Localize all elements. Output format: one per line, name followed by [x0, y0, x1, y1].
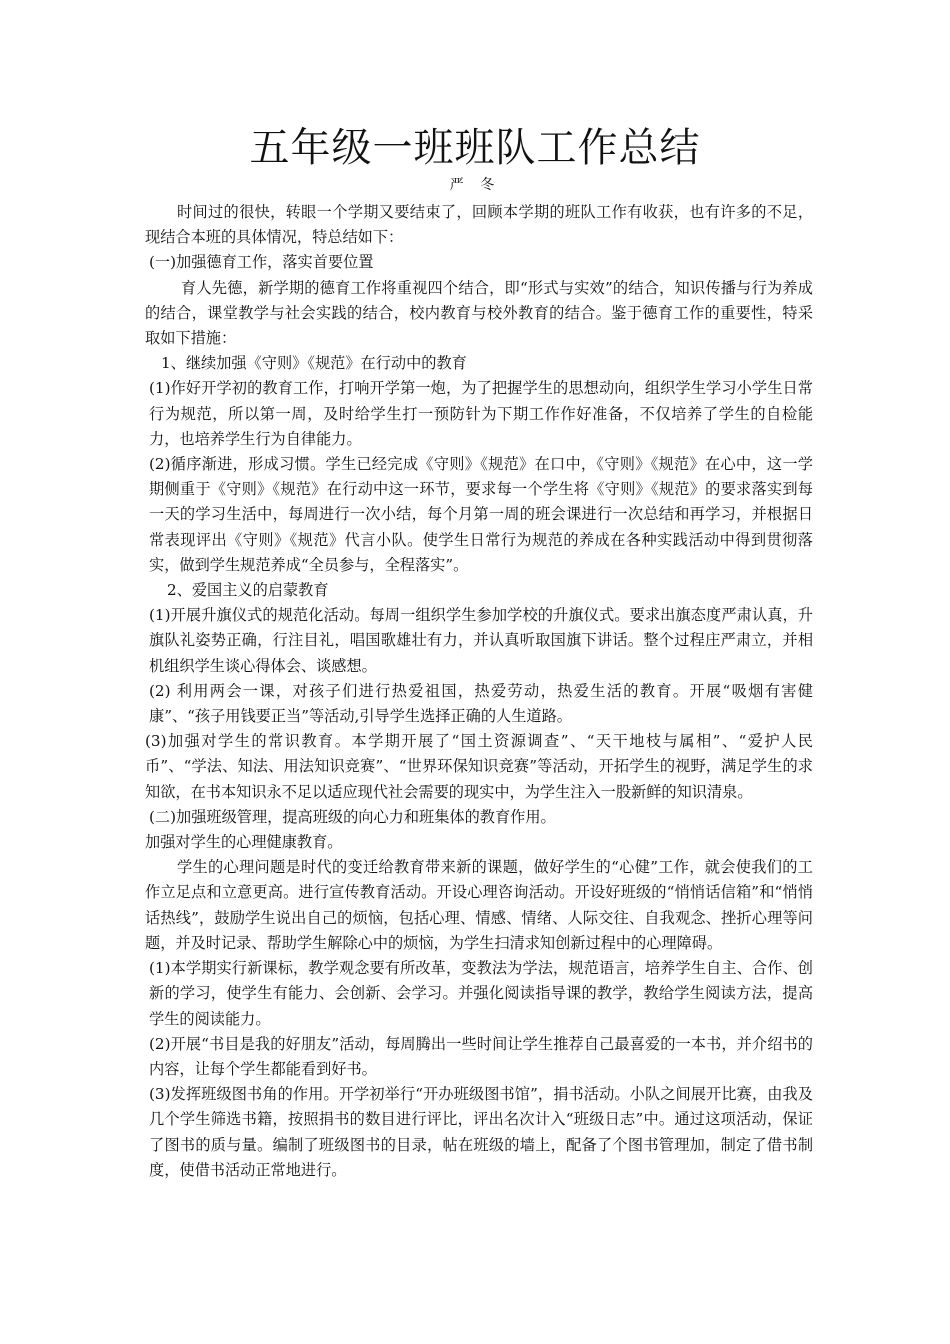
list-item: (1)本学期实行新课标，教学观念要有所改革，变教法为学法，规范语言，培养学生自主、合作、创新的学习，使学生有能力、会创新、会学习。并强化阅读指导课的教学，教给学生阅读方法，提高学生的阅读能力。 — [149, 959, 813, 1028]
list-item: (2) 利用两会一课，对孩子们进行热爱祖国，热爱劳动，热爱生活的教育。开展“吸烟有害健康”、“孩子用钱要正当”等活动,引导学生选择正确的人生道路。 — [149, 681, 813, 726]
subsection-heading: 加强对学生的心理健康教育。 — [145, 833, 343, 852]
list-item: (1)开展升旗仪式的规范化活动。每周一组织学生参加学校的升旗仪式。要求出旗态度严肃认真，升旗队礼姿势正确，行注目礼，唱国歌雄壮有力，并认真听取国旗下讲话。整个过程庄严肃立，并相机组织学生谈心得体会、谈感想。 — [149, 606, 813, 675]
body-paragraph: 育人先德，新学期的德育工作将重视四个结合，即“形式与实效”的结合，知识传播与行为养成的结合，课堂教学与社会实践的结合，校内教育与校外教育的结合。鉴于德育工作的重要性，特采取如下措施： — [145, 278, 813, 348]
section-heading: (一)加强德育工作，落实首要位置 — [149, 253, 374, 272]
list-item: (3)加强对学生的常识教育。本学期开展了“国土资源调查”、“天干地枝与属相”、“爱护人民币”、“学法、知法、用法知识竞赛”、“世界环保知识竞赛”等活动，开拓学生的视野，满足学生的求知欲，在书本知识永不足以适应现代社会需要的现实中，为学生注入一股新鲜的知识清泉。 — [145, 732, 813, 801]
subsection-heading: 1、继续加强《守则》《规范》在行动中的教育 — [161, 354, 467, 373]
intro-paragraph: 时间过的很快，转眼一个学期又要结束了，回顾本学期的班队工作有收获，也有许多的不足，现结合本班的具体情况，特总结如下： — [145, 203, 813, 247]
subsection-heading: 2、爱国主义的启蒙教育 — [167, 581, 329, 600]
document-body — [145, 200, 813, 1183]
list-item: (3)发挥班级图书角的作用。开学初举行“开办班级图书馆”，捐书活动。小队之间展开比赛，由我及几个学生筛选书籍，按照捐书的数目进行评比，评出名次计入“班级日志”中。通过这项活动，保证了图书的质与量。编制了班级图书的目录，帖在班级的墙上，配备了个图书管理加，制定了借书制度，使借书活动正常地进行。 — [149, 1085, 813, 1179]
page-title: 五年级一班班队工作总结 — [249, 125, 701, 171]
list-item: (2)循序渐进，形成习惯。学生已经完成《守则》《规范》在口中，《守则》《规范》在心中，这一学期侧重于《守则》《规范》在行动中这一环节，要求每一个学生将《守则》《规范》的要求落实到每一天的学习生活中，每周进行一次小结，每个月第一周的班会课进行一次总结和再学习，并根据日常表现评出《守则》《规范》代言小队。使学生日常行为规范的养成在各种实践活动中得到贯彻落实，做到学生规范养成“全员参与，全程落实”。 — [149, 455, 813, 574]
list-item: (1)作好开学初的教育工作，打响开学第一炮，为了把握学生的思想动向，组织学生学习小学生日常行为规范，所以第一周，及时给学生打一预防针为下期工作作好准备，不仅培养了学生的自检能力，也培养学生行为自律能力。 — [149, 379, 813, 448]
section-heading: (二)加强班级管理，提高班级的向心力和班集体的教育作用。 — [149, 807, 556, 826]
author-name: 严 冬 — [449, 177, 501, 193]
list-item: (2)开展“书目是我的好朋友”活动，每周腾出一些时间让学生推荐自己最喜爱的一本书，并介绍书的内容，让每个学生都能看到好书。 — [149, 1034, 813, 1078]
body-paragraph: 学生的心理问题是时代的变迁给教育带来新的课题，做好学生的“心健”工作，就会使我们的工作立足点和立意更高。进行宣传教育活动。开设心理咨询活动。开设好班级的“悄悄话信箱”和“悄悄话热线”，鼓励学生说出自己的烦恼，包括心理、情感、情绪、人际交往、自我观念、挫折心理等问题，并及时记录、帮助学生解除心中的烦恼，为学生扫清求知创新过程中的心理障碍。 — [145, 858, 813, 952]
